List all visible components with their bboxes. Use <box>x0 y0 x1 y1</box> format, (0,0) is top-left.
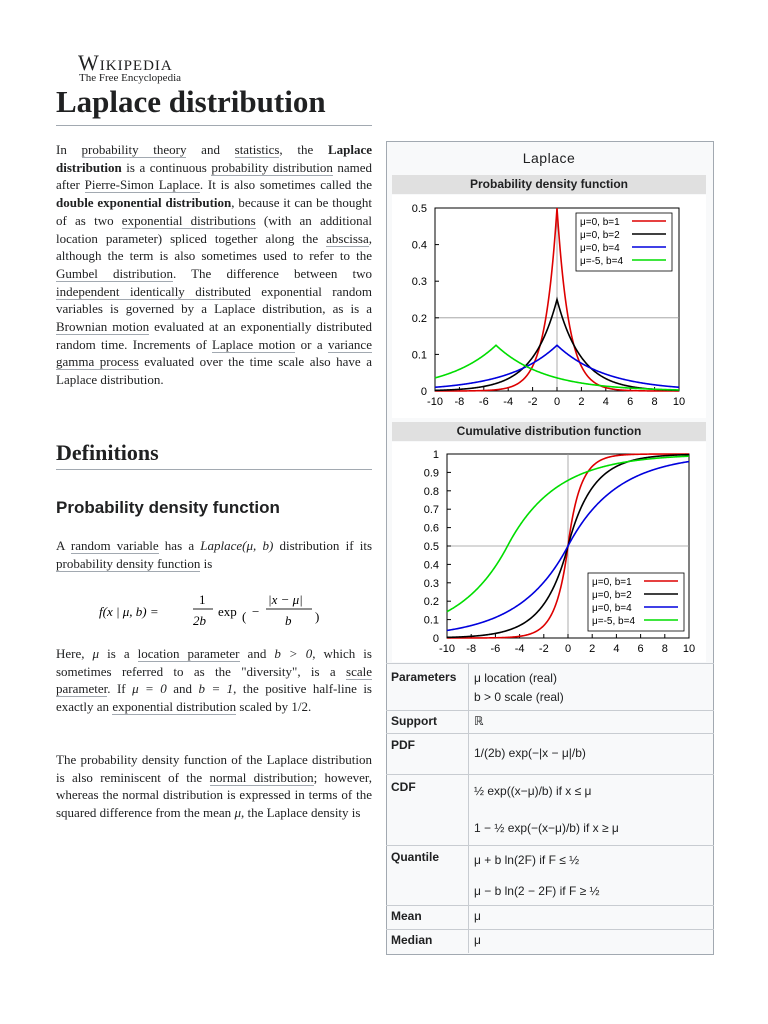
text-run: , the Laplace density is <box>240 805 361 821</box>
article-link[interactable]: random variable <box>70 538 159 553</box>
section-heading-definitions: Definitions <box>56 440 159 465</box>
article-link[interactable]: exponential distribution <box>112 699 237 715</box>
x-tick-label: 6 <box>637 643 644 655</box>
row-value-quantile-1: μ + b ln(2F) if F ≤ ½ <box>474 853 580 867</box>
section-divider <box>56 469 372 470</box>
legend-label: μ=0, b=2 <box>580 230 620 241</box>
bold-term: double exponential distribution <box>56 195 232 211</box>
inline-math: μ <box>92 646 100 661</box>
svg-text:): ) <box>315 609 320 624</box>
row-value-cdf-2: 1 − ½ exp(−(x−μ)/b) if x ≥ μ <box>474 821 619 835</box>
formula-lhs: f(x | μ, b) = <box>99 604 159 619</box>
legend-label: μ=-5, b=4 <box>580 256 624 267</box>
text-run: distribution if its <box>273 538 372 553</box>
article-link[interactable]: statistics <box>234 142 280 157</box>
legend-label: μ=0, b=2 <box>592 590 632 601</box>
row-label-support: Support <box>391 714 437 728</box>
svg-text:exp: exp <box>218 604 237 619</box>
wikipedia-logo[interactable]: Wikipedia <box>78 50 173 75</box>
x-tick-label: -4 <box>503 396 514 408</box>
legend-label: μ=0, b=4 <box>580 243 620 254</box>
logo-tagline: The Free Encyclopedia <box>79 72 182 84</box>
article-link[interactable]: Brownian motion <box>56 319 150 335</box>
text-run: , the <box>279 142 328 157</box>
article-link[interactable]: probability theory <box>81 142 187 157</box>
x-tick-label: 4 <box>602 396 609 408</box>
pdf-chart-caption: Probability density function <box>392 175 706 194</box>
article-link[interactable]: normal distribution <box>209 769 314 785</box>
text-run: , because it can be thought of as two <box>56 195 372 228</box>
normal-comparison-paragraph <box>56 751 372 822</box>
text-run: . It is also sometimes called the <box>199 177 372 193</box>
x-tick-label: 0 <box>553 396 561 408</box>
x-tick-label: -2 <box>538 643 549 655</box>
y-tick-label: 0.2 <box>423 596 439 609</box>
x-tick-label: -6 <box>490 643 501 655</box>
article-link[interactable]: probability distribution <box>211 159 333 175</box>
x-tick-label: 2 <box>578 396 585 408</box>
article-link[interactable]: independent identically distributed <box>56 283 251 299</box>
pdf-formula <box>56 586 372 641</box>
row-value-parameters-1: μ location (real) <box>474 671 557 685</box>
svg-text:−: − <box>252 604 260 619</box>
row-value-parameters-2: b > 0 scale (real) <box>474 690 564 704</box>
y-tick-label: 0.3 <box>411 276 427 289</box>
text-run: evaluated over the time scale also have a Laplace distribution. <box>56 354 372 388</box>
text-run: Here, <box>56 646 93 661</box>
text-run: A <box>56 538 71 553</box>
infobox-title: Laplace <box>522 150 576 166</box>
row-value-mean: μ <box>474 909 481 923</box>
text-run: has a <box>158 538 201 553</box>
x-tick-label: 8 <box>651 396 658 408</box>
text-run: is a continuous <box>121 159 212 175</box>
text-run: evaluated at an exponentially distributed random time. Increments of <box>56 319 372 352</box>
text-run: . If <box>107 681 133 697</box>
row-value-median: μ <box>474 933 481 947</box>
legend <box>576 213 672 271</box>
row-value-pdf: 1/(2b) exp(−|x − μ|/b) <box>474 746 586 760</box>
text-run: is a <box>99 646 138 661</box>
x-tick-label: -4 <box>514 643 525 655</box>
parameter-paragraph <box>56 645 372 716</box>
x-tick-label: 6 <box>627 396 634 408</box>
text-run: and <box>186 142 235 157</box>
pdf-paragraph <box>56 537 372 572</box>
y-tick-label: 0.1 <box>411 349 427 362</box>
text-run: named after <box>56 159 372 193</box>
svg-text:1: 1 <box>199 592 206 607</box>
text-run: exponential random variables is governed by a Laplace distribution, as is a <box>56 283 372 317</box>
subsection-heading-pdf: Probability density function <box>56 498 280 517</box>
legend-label: μ=0, b=1 <box>592 577 632 588</box>
x-tick-label: 10 <box>672 396 686 408</box>
row-value-quantile-2: μ − b ln(2 − 2F) if F ≥ ½ <box>474 884 600 898</box>
svg-text:(: ( <box>242 609 247 624</box>
intro-paragraph <box>56 141 372 389</box>
svg-text:|x − μ|: |x − μ| <box>268 592 303 607</box>
row-value-support: ℝ <box>474 714 484 728</box>
row-label-cdf: CDF <box>391 780 416 794</box>
x-tick-label: 10 <box>682 643 696 655</box>
y-tick-label: 0.5 <box>423 541 439 553</box>
article-link[interactable]: Laplace motion <box>212 336 296 352</box>
text-run: , which is sometimes referred to as the "diversity", is a <box>56 646 372 679</box>
article-link[interactable]: exponential distributions <box>121 212 256 228</box>
cdf-chart <box>392 442 706 662</box>
x-tick-label: -10 <box>427 396 443 408</box>
text-run: (with an additional location parameter) spliced together along the <box>56 212 372 246</box>
legend <box>588 573 684 631</box>
text-run: The probability density function of the Laplace distribution is also reminiscent of the <box>56 752 372 785</box>
y-tick-label: 0.7 <box>423 504 439 517</box>
text-run: , the positive half-line is exactly an <box>56 681 372 715</box>
text-run: and <box>239 646 275 661</box>
title-divider <box>56 125 372 126</box>
row-label-pdf: PDF <box>391 738 415 752</box>
text-run: . The difference between two <box>172 265 372 281</box>
row-value-cdf-1: ½ exp((x−μ)/b) if x ≤ μ <box>474 784 592 798</box>
y-tick-label: 0.5 <box>411 203 427 215</box>
x-tick-label: -2 <box>527 396 538 408</box>
text-run: ; however, whereas the normal distribution is expressed in terms of the squared difference from the mean <box>56 769 372 821</box>
y-tick-label: 0.1 <box>423 614 439 627</box>
inline-math: Laplace(μ, b) <box>200 538 274 553</box>
article-link[interactable]: Pierre-Simon Laplace <box>84 177 200 193</box>
row-label-quantile: Quantile <box>391 850 440 864</box>
y-tick-label: 0.4 <box>423 559 439 572</box>
x-tick-label: 8 <box>661 643 668 655</box>
article-link[interactable]: Gumbel distribution <box>56 265 173 281</box>
text-run: is <box>200 555 213 571</box>
y-tick-label: 0 <box>432 633 439 645</box>
inline-math: b = 1 <box>198 681 234 697</box>
row-label-mean: Mean <box>391 909 422 923</box>
row-label-parameters: Parameters <box>391 670 457 684</box>
text-run: or a <box>295 336 328 352</box>
x-tick-label: -8 <box>454 396 465 408</box>
legend-label: μ=0, b=1 <box>580 217 620 228</box>
inline-math: μ = 0 <box>132 681 167 697</box>
legend-label: μ=0, b=4 <box>592 603 632 614</box>
y-tick-label: 0.4 <box>411 239 427 252</box>
y-tick-label: 0.6 <box>423 522 439 535</box>
page-title: Laplace distribution <box>56 84 326 119</box>
svg-text:b: b <box>285 613 292 628</box>
y-tick-label: 0.3 <box>423 577 439 590</box>
y-tick-label: 0.9 <box>423 467 439 480</box>
x-tick-label: -8 <box>466 643 477 655</box>
row-label-median: Median <box>391 933 433 947</box>
article-link[interactable]: location parameter <box>137 646 240 661</box>
y-tick-label: 0 <box>420 386 427 398</box>
x-tick-label: -6 <box>478 396 489 408</box>
y-tick-label: 0.8 <box>423 485 439 498</box>
article-link[interactable]: variance gamma process <box>56 336 372 370</box>
x-tick-label: -10 <box>439 643 455 655</box>
article-link[interactable]: probability density function <box>56 555 201 571</box>
y-tick-label: 1 <box>432 449 439 461</box>
x-tick-label: 0 <box>564 643 572 655</box>
article-link[interactable]: abscissa <box>326 230 369 246</box>
inline-math: b > 0 <box>274 646 313 661</box>
article-link[interactable]: scale parameter <box>56 663 372 697</box>
svg-text:2b: 2b <box>193 613 206 628</box>
x-tick-label: 4 <box>613 643 620 655</box>
cdf-chart-caption: Cumulative distribution function <box>392 422 706 441</box>
x-tick-label: 2 <box>589 643 596 655</box>
y-tick-label: 0.2 <box>411 312 427 325</box>
legend-label: μ=-5, b=4 <box>592 616 636 627</box>
bold-term: Laplace distribution <box>56 142 372 175</box>
inline-math: μ <box>234 805 241 821</box>
pdf-chart <box>392 195 706 418</box>
text-run: , although the term is also sometimes used to refer to the <box>56 230 372 264</box>
text-run: scaled by 1/2. <box>236 699 312 715</box>
text-run: In <box>56 142 82 157</box>
text-run: and <box>166 681 199 697</box>
